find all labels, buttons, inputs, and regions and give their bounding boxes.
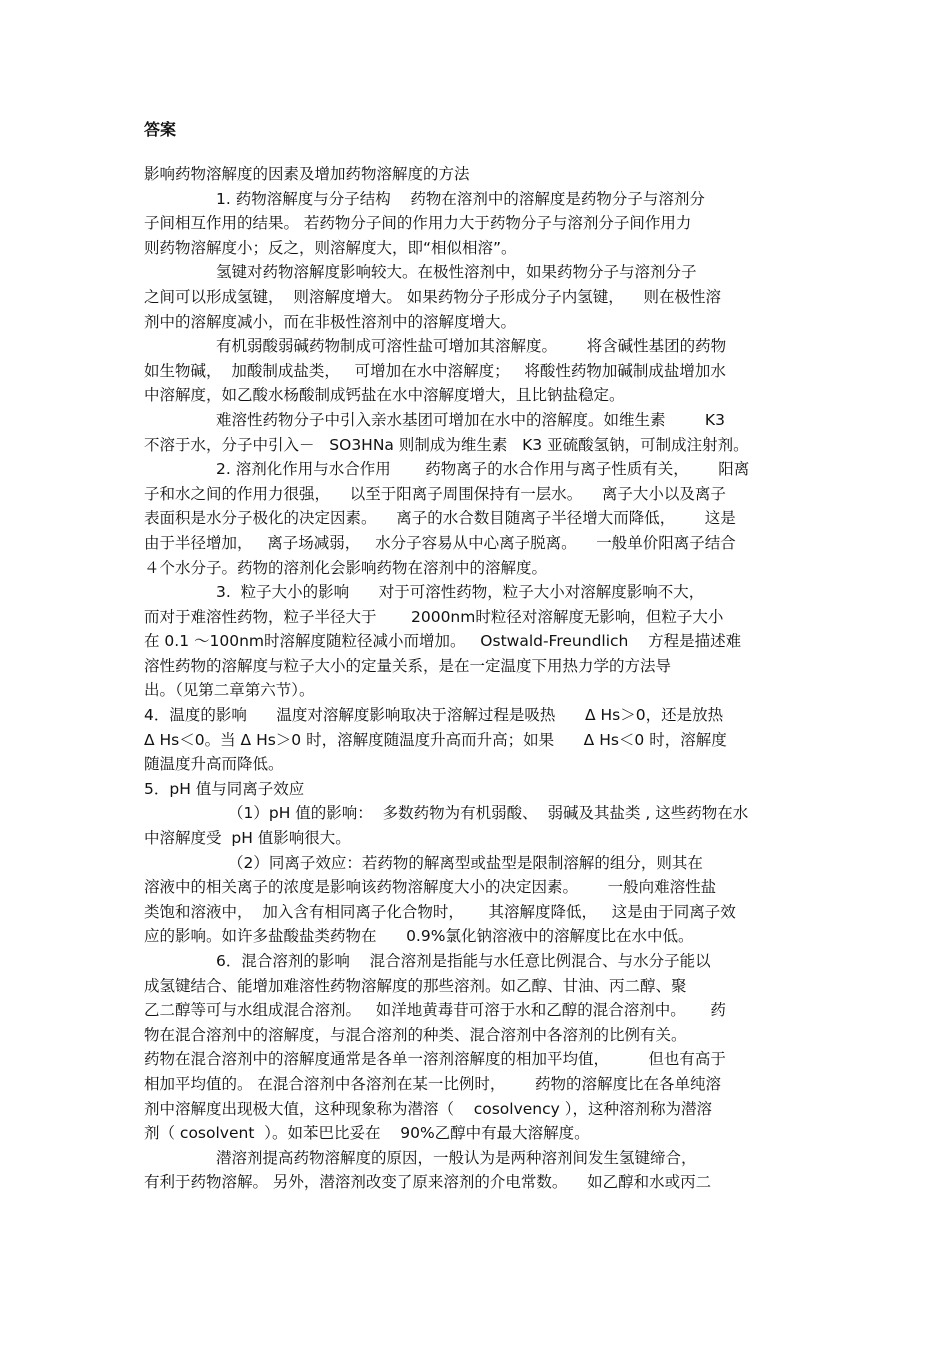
paragraph-line: 随温度升高而降低。 xyxy=(144,755,284,774)
paragraph-line: 成氢键结合、能增加难溶性药物溶解度的那些溶剂。如乙醇、甘油、丙二醇、聚 xyxy=(144,976,687,995)
paragraph-line: 由于半径增加， 离子场减弱， 水分子容易从中心离子脱离。 一般单价阳离子结合 xyxy=(144,533,736,552)
paragraph-line: 子和水之间的作用力很强， 以至于阳离子周围保持有一层水。 离子大小以及离子 xyxy=(144,484,726,503)
section-title: 影响药物溶解度的因素及增加药物溶解度的方法 xyxy=(144,165,470,183)
paragraph-line: （2）同离子效应：若药物的解离型或盐型是限制溶解的组分，则其在 xyxy=(228,853,703,872)
paragraph-line: 有机弱酸弱碱药物制成可溶性盐可增加其溶解度。 将含碱性基团的药物 xyxy=(216,337,727,356)
paragraph-line: ４个水分子。药物的溶剂化会影响药物在溶剂中的溶解度。 xyxy=(144,558,548,577)
paragraph-line: 药物在混合溶剂中的溶解度通常是各单一溶剂溶解度的相加平均值， 但也有高于 xyxy=(144,1050,726,1069)
paragraph-line: 3. 粒子大小的影响 对于可溶性药物，粒子大小对溶解度影响不大， xyxy=(216,583,705,602)
paragraph-line: 难溶性药物分子中引入亲水基团可增加在水中的溶解度。如维生素 K3 xyxy=(216,410,725,429)
paragraph-line: 在 0.1 ～100nm时溶解度随粒径减小而增加。 Ostwald-Freundlich 方程是描述难 xyxy=(144,632,742,651)
paragraph-line: 5．pH 值与同离子效应 xyxy=(144,779,305,798)
paragraph-line: 6．混合溶剂的影响 混合溶剂是指能与水任意比例混合、与水分子能以 xyxy=(216,952,711,970)
paragraph-line: 应的影响。如许多盐酸盐类药物在 0.9%氯化钠溶液中的溶解度比在水中低。 xyxy=(144,927,694,946)
paragraph-line: 不溶于水，分子中引入－ SO3HNa 则制成为维生素 K3 亚硫酸氢钠，可制成注射剂。 xyxy=(144,435,749,454)
paragraph-line: 氢键对药物溶解度影响较大。在极性溶剂中，如果药物分子与溶剂分子 xyxy=(216,263,697,282)
paragraph-line: 之间可以形成氢键， 则溶解度增大。 如果药物分子形成分子内氢键， 则在极性溶 xyxy=(144,287,721,306)
page-heading: 答案 xyxy=(144,120,177,139)
paragraph-line: 子间相互作用的结果。 若药物分子间的作用力大于药物分子与溶剂分子间作用力 xyxy=(144,214,692,233)
paragraph-line: 剂（ cosolvent ）。如苯巴比妥在 90%乙醇中有最大溶解度。 xyxy=(144,1124,590,1143)
paragraph-line: 类饱和溶液中， 加入含有相同离子化合物时， 其溶解度降低， 这是由于同离子效 xyxy=(144,902,736,921)
paragraph-line: 剂中的溶解度减小，而在非极性溶剂中的溶解度增大。 xyxy=(144,312,517,331)
paragraph-line: 乙二醇等可与水组成混合溶剂。 如洋地黄毒苷可溶于水和乙醇的混合溶剂中。 药 xyxy=(144,1001,726,1020)
paragraph-line: 有利于药物溶解。 另外，潜溶剂改变了原来溶剂的介电常数。 如乙醇和水或丙二 xyxy=(144,1173,712,1192)
paragraph-line: 1. 药物溶解度与分子结构 药物在溶剂中的溶解度是药物分子与溶剂分 xyxy=(216,189,705,208)
paragraph-line: 中溶解度受 pH 值影响很大。 xyxy=(144,829,351,848)
paragraph-line: 出。（见第二章第六节）。 xyxy=(144,681,315,700)
document-body xyxy=(144,162,806,1195)
paragraph-line: 则药物溶解度小；反之，则溶解度大，即“相似相溶”。 xyxy=(144,238,517,257)
paragraph-line: 溶液中的相关离子的浓度是影响该药物溶解度大小的决定因素。 一般向难溶性盐 xyxy=(144,878,717,897)
paragraph-line: 而对于难溶性药物，粒子半径大于 2000nm时粒径对溶解度无影响，但粒子大小 xyxy=(144,607,724,626)
paragraph-line: 相加平均值的。 在混合溶剂中各溶剂在某一比例时， 药物的溶解度比在各单纯溶 xyxy=(144,1074,721,1093)
paragraph-line: 剂中溶解度出现极大值，这种现象称为潜溶（ cosolvency ），这种溶剂称为潜溶 xyxy=(144,1099,712,1118)
paragraph-line: 4．温度的影响 温度对溶解度影响取决于溶解过程是吸热 Δ Hs＞0，还是放热 xyxy=(144,706,724,725)
paragraph-line: （1）pH 值的影响： 多数药物为有机弱酸、 弱碱及其盐类 , 这些药物在水 xyxy=(228,804,749,823)
paragraph-line: 中溶解度，如乙酸水杨酸制成钙盐在水中溶解度增大，且比钠盐稳定。 xyxy=(144,386,625,405)
paragraph-line: Δ Hs＜0。当 Δ Hs＞0 时，溶解度随温度升高而升高；如果 Δ Hs＜0 时，溶解度 xyxy=(144,730,727,749)
paragraph-line: 如生物碱， 加酸制成盐类， 可增加在水中溶解度； 将酸性药物加碱制成盐增加水 xyxy=(144,361,726,380)
paragraph-line: 物在混合溶剂中的溶解度，与混合溶剂的种类、混合溶剂中各溶剂的比例有关。 xyxy=(144,1025,687,1044)
paragraph-line: 2. 溶剂化作用与水合作用 药物离子的水合作用与离子性质有关， 阳离 xyxy=(216,460,750,479)
paragraph-line: 表面积是水分子极化的决定因素。 离子的水合数目随离子半径增大而降低， 这是 xyxy=(144,509,736,528)
paragraph-line: 潜溶剂提高药物溶解度的原因，一般认为是两种溶剂间发生氢键缔合， xyxy=(216,1148,697,1167)
paragraph-line: 溶性药物的溶解度与粒子大小的定量关系，是在一定温度下用热力学的方法导 xyxy=(144,656,672,675)
